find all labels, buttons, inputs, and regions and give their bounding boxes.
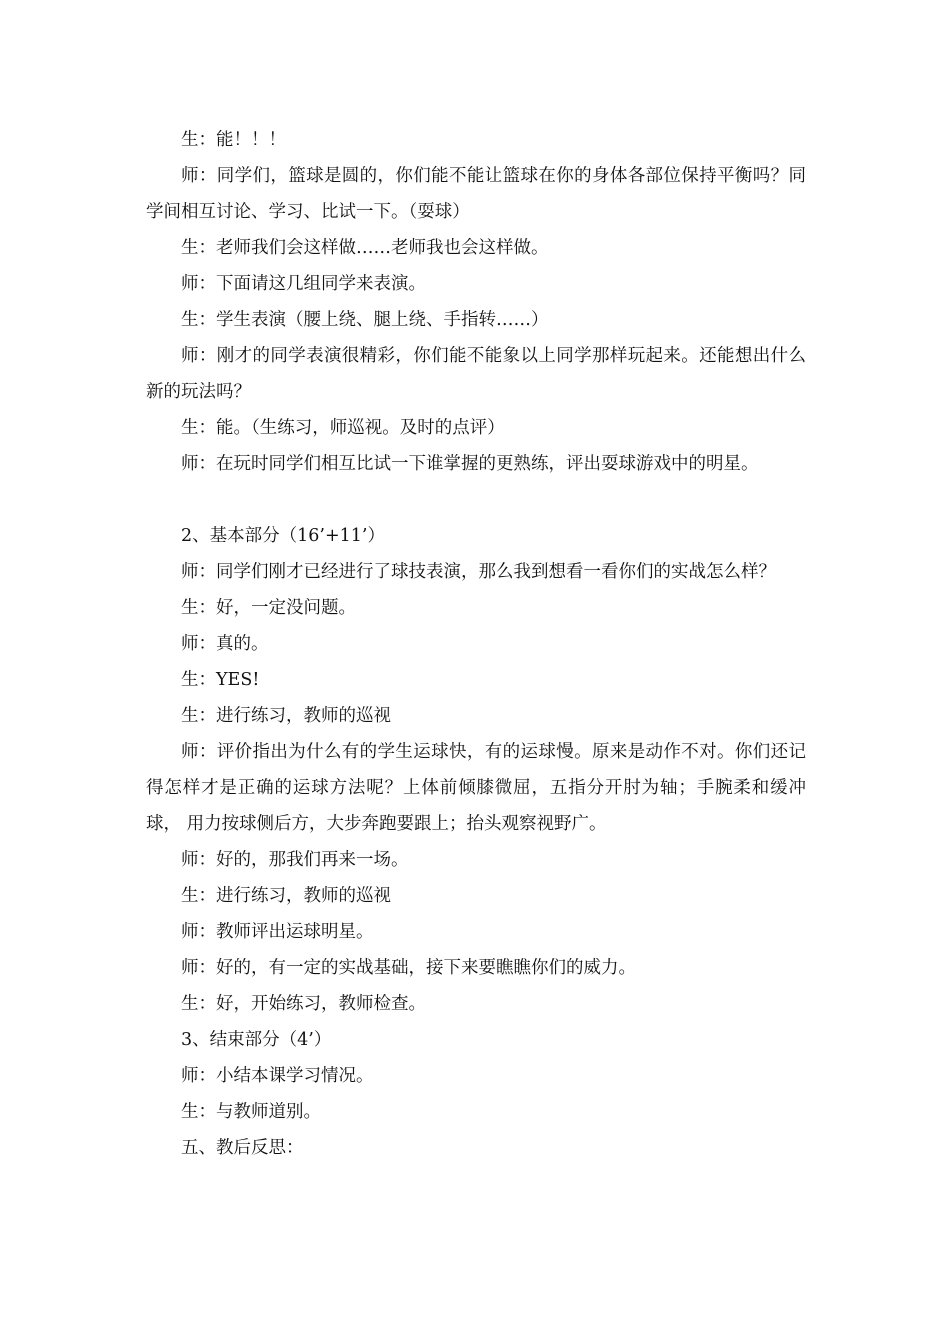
paragraph: 生：进行练习，教师的巡视 xyxy=(181,886,391,906)
section-heading: 3、结束部分（4’） xyxy=(181,1030,332,1050)
paragraph: 师：同学们，篮球是圆的，你们能不能让篮球在你的身体各部位保持平衡吗？同学间相互讨论、学习、比试一下。（耍球） xyxy=(146,166,806,222)
paragraph: 师：小结本课学习情况。 xyxy=(181,1066,374,1086)
paragraph: 师：好的，有一定的实战基础，接下来要瞧瞧你们的威力。 xyxy=(181,958,636,978)
paragraph: 师：真的。 xyxy=(181,634,269,654)
paragraph: 师：下面请这几组同学来表演。 xyxy=(181,274,426,294)
paragraph: 师：在玩时同学们相互比试一下谁掌握的更熟练，评出耍球游戏中的明星。 xyxy=(181,454,759,474)
paragraph: 师：刚才的同学表演很精彩，你们能不能象以上同学那样玩起来。还能想出什么新的玩法吗？ xyxy=(146,346,806,402)
paragraph: 生：与教师道别。 xyxy=(181,1102,321,1122)
paragraph: 生：YES! xyxy=(181,670,260,690)
paragraph: 生：进行练习，教师的巡视 xyxy=(181,706,391,726)
paragraph: 生：老师我们会这样做……老师我也会这样做。 xyxy=(181,238,549,258)
paragraph: 生：学生表演（腰上绕、腿上绕、手指转……） xyxy=(181,310,549,330)
paragraph: 师：好的，那我们再来一场。 xyxy=(181,850,409,870)
paragraph: 师：评价指出为什么有的学生运球快，有的运球慢。原来是动作不对。你们还记得怎样才是正确的运球方法呢？上体前倾膝微屈，五指分开肘为轴；手腕柔和缓冲球， 用力按球侧后方，大步奔跑要跟上；抬头观察视野广。 xyxy=(146,742,806,834)
paragraph: 生：好，开始练习，教师检查。 xyxy=(181,994,426,1014)
section-heading: 五、教后反思： xyxy=(181,1138,304,1158)
document-body xyxy=(146,122,806,1166)
paragraph: 师：同学们刚才已经进行了球技表演，那么我到想看一看你们的实战怎么样？ xyxy=(181,562,776,582)
section-heading: 2、基本部分（16’+11’） xyxy=(181,526,385,546)
paragraph: 生：能。（生练习，师巡视。及时的点评） xyxy=(181,418,505,438)
paragraph: 生：能！！！ xyxy=(181,130,286,150)
blank-line xyxy=(146,482,806,518)
paragraph: 生：好，一定没问题。 xyxy=(181,598,356,618)
paragraph: 师：教师评出运球明星。 xyxy=(181,922,374,942)
